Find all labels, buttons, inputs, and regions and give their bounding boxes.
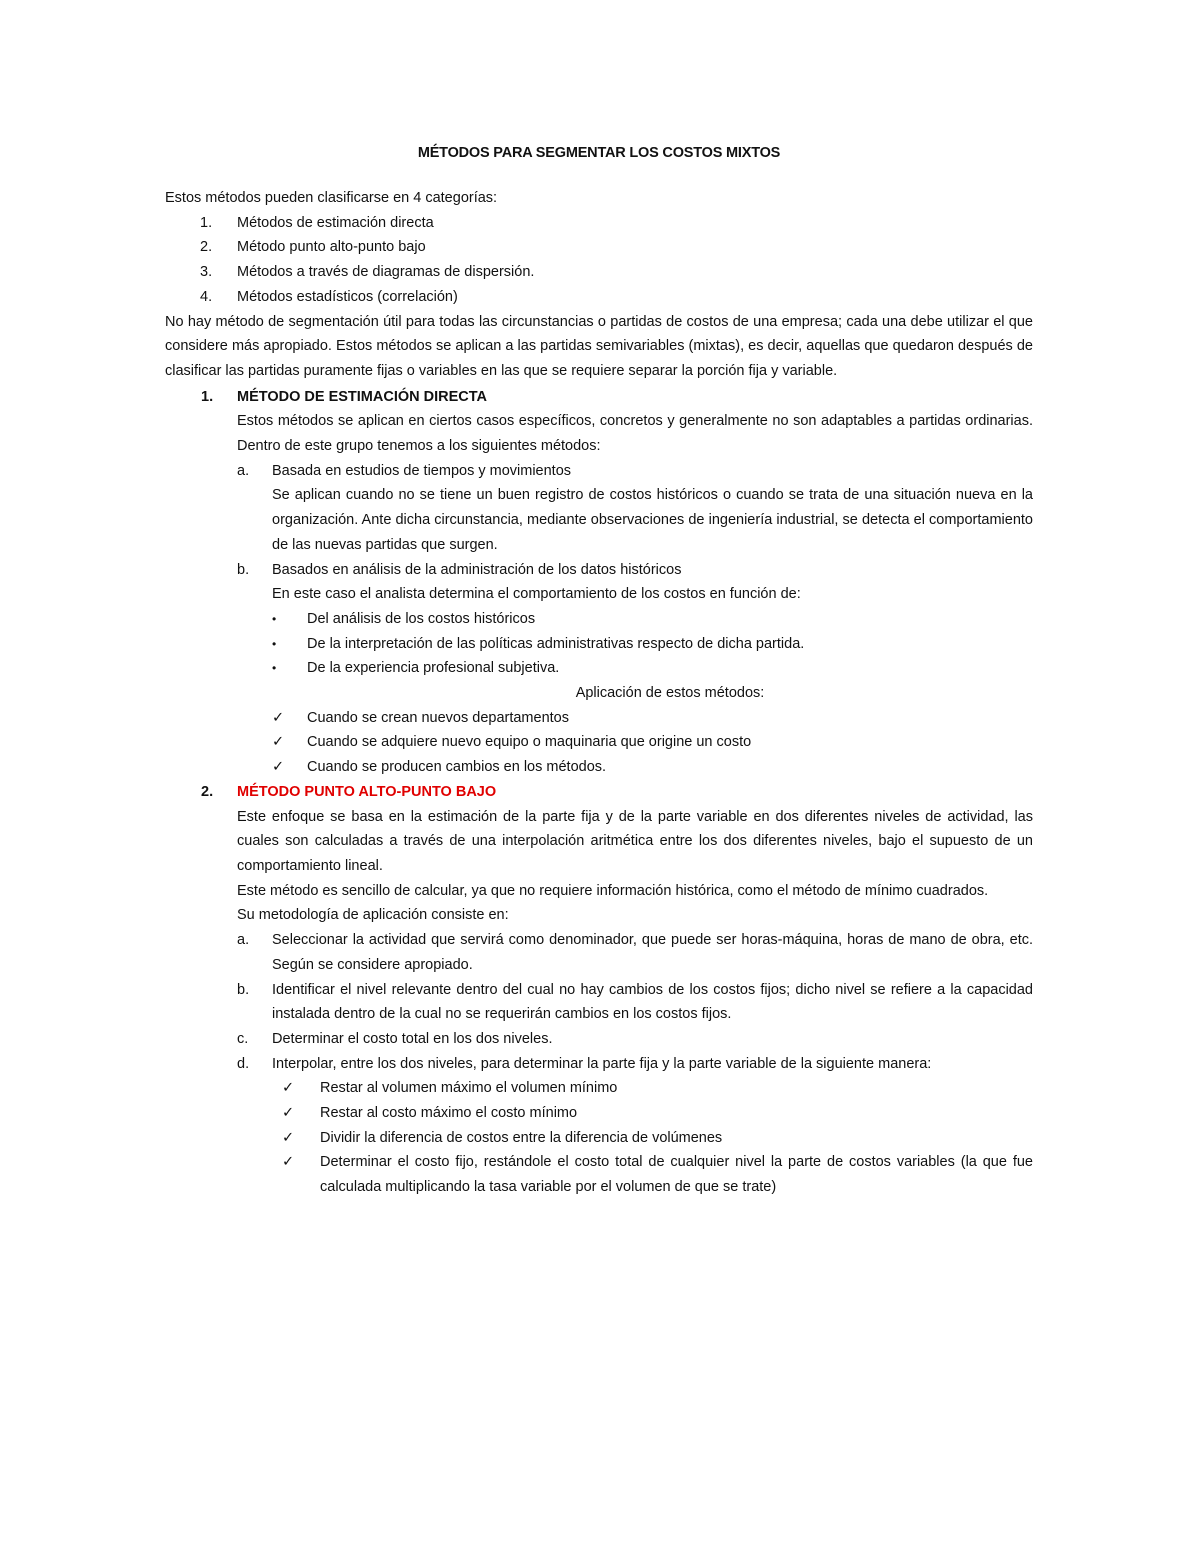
list-item [237, 928, 1033, 977]
list-item [237, 1052, 1033, 1077]
list-text: Dividir la diferencia de costos entre la diferencia de volúmenes [320, 1129, 723, 1146]
bullet-icon: • [272, 636, 277, 651]
subsection-title: Basada en estudios de tiempos y movimientos [272, 462, 572, 479]
list-text: Determinar el costo fijo, restándole el costo total de cualquier nivel la parte de costos variables (la que fue calculada multiplicando la tasa variable por el volumen de que se trate) [320, 1154, 1033, 1196]
section-number: 2. [201, 783, 214, 800]
list-item [272, 1126, 1033, 1151]
step-text: Seleccionar la actividad que servirá como denominador, que puede ser horas-máquina, horas de mano de obra, etc. Según se considere apropiado. [272, 932, 1033, 973]
section-1-body: Estos métodos se aplican en ciertos casos específicos, concretos y generalmente no son adaptables a partidas ordinarias. Dentro de este grupo tenemos a los siguientes métodos: [237, 413, 1033, 455]
document-body [165, 141, 1033, 1200]
steps-list [237, 928, 1033, 1076]
list-item [165, 260, 1033, 285]
list-text: Métodos estadísticos (correlación) [237, 288, 458, 305]
check-icon: ✓ [282, 1129, 295, 1146]
subsection-label: b. [237, 561, 250, 578]
subsection-b-body: En este caso el analista determina el comportamiento de los costos en función de: [272, 586, 801, 603]
paragraph-intro: No hay método de segmentación útil para todas las circunstancias o partidas de costos de una empresa; cada una debe utilizar el que considere más apropiado. Estos métodos se aplican a las partidas semivariables (mixtas), es decir, aquellas que quedaron después de clasificar las partidas puramente fijas o variables en las que se requiere separar la porción fija y variable. [165, 313, 1033, 379]
list-item [165, 285, 1033, 310]
section-2-paragraph-2: Este método es sencillo de calcular, ya que no requiere información histórica, como el método de mínimo cuadrados. [237, 882, 989, 899]
step-text: Determinar el costo total en los dos niveles. [272, 1030, 553, 1047]
list-text: Cuando se producen cambios en los métodos. [307, 759, 607, 776]
subsection-label: a. [237, 462, 250, 479]
list-item [165, 211, 1033, 236]
list-item [237, 632, 1033, 657]
check-icon: ✓ [272, 759, 285, 776]
section-2-heading [165, 780, 1033, 805]
step-label: c. [237, 1030, 249, 1047]
list-item [272, 1076, 1033, 1101]
list-item [237, 755, 1033, 780]
section-1-heading [165, 385, 1033, 410]
check-icon: ✓ [272, 709, 285, 726]
list-text: Métodos a través de diagramas de dispersión. [237, 264, 535, 281]
checks-list [237, 1076, 1033, 1200]
list-item [237, 978, 1033, 1027]
list-item [237, 730, 1033, 755]
list-text: Restar al volumen máximo el volumen mínimo [320, 1080, 618, 1097]
list-number: 3. [200, 264, 213, 281]
list-item [272, 1150, 1033, 1199]
list-text: Método punto alto-punto bajo [237, 239, 426, 256]
list-number: 2. [200, 239, 213, 256]
check-icon: ✓ [272, 734, 285, 751]
applications-list [237, 706, 1033, 780]
intro-text: Estos métodos pueden clasificarse en 4 categorías: [165, 190, 498, 206]
check-icon: ✓ [282, 1080, 295, 1097]
subsection-a-body: Se aplican cuando no se tiene un buen registro de costos históricos o cuando se trata de una situación nueva en la organización. Ante dicha circunstancia, mediante observaciones de ingeniería industrial, se detecta el comportamiento de las nuevas partidas que surgen. [272, 487, 1033, 553]
list-text: Métodos de estimación directa [237, 214, 434, 231]
step-text: Identificar el nivel relevante dentro del cual no hay cambios de los costos fijos; dicho nivel se refiere a la capacidad instalada dentro de la cual no se requerirán cambios en los costos fijos. [272, 981, 1033, 1023]
subsection-b [237, 558, 1033, 583]
check-icon: ✓ [282, 1154, 295, 1171]
section-number: 1. [201, 388, 214, 405]
list-number: 1. [200, 214, 213, 231]
bullet-list [237, 607, 1033, 681]
list-text: Cuando se crean nuevos departamentos [307, 709, 569, 726]
section-2-paragraph-3: Su metodología de aplicación consiste en: [237, 907, 509, 924]
list-text: De la interpretación de las políticas administrativas respecto de dicha partida. [307, 635, 805, 652]
list-item [237, 656, 1033, 681]
applications-title: Aplicación de estos métodos: [575, 685, 765, 702]
list-item [272, 1101, 1033, 1126]
list-item [237, 607, 1033, 632]
list-text: Restar al costo máximo el costo mínimo [320, 1105, 578, 1122]
document-title: MÉTODOS PARA SEGMENTAR LOS COSTOS MIXTOS [417, 145, 781, 161]
categories-list [165, 211, 1033, 310]
list-item [237, 1027, 1033, 1052]
step-label: a. [237, 932, 250, 949]
bullet-icon: • [272, 661, 277, 676]
bullet-icon: • [272, 611, 277, 626]
subsection-title: Basados en análisis de la administración de los datos históricos [272, 561, 682, 578]
section-title: MÉTODO PUNTO ALTO-PUNTO BAJO [237, 783, 497, 800]
section-title: MÉTODO DE ESTIMACIÓN DIRECTA [237, 388, 487, 405]
check-icon: ✓ [282, 1105, 295, 1122]
list-text: Del análisis de los costos históricos [307, 610, 536, 627]
subsection-a [237, 459, 1033, 484]
list-item [237, 706, 1033, 731]
step-label: b. [237, 981, 250, 998]
list-text: Cuando se adquiere nuevo equipo o maquinaria que origine un costo [307, 734, 752, 751]
step-label: d. [237, 1055, 250, 1072]
list-text: De la experiencia profesional subjetiva. [307, 660, 560, 677]
list-number: 4. [200, 288, 213, 305]
section-2-paragraph-1: Este enfoque se basa en la estimación de la parte fija y de la parte variable en dos diferentes niveles de actividad, las cuales son calculadas a través de una interpolación aritmética entre los dos diferentes niveles, bajo el supuesto de un comportamiento lineal. [237, 808, 1033, 874]
step-text: Interpolar, entre los dos niveles, para determinar la parte fija y la parte variable de la siguiente manera: [272, 1055, 932, 1072]
list-item [165, 235, 1033, 260]
